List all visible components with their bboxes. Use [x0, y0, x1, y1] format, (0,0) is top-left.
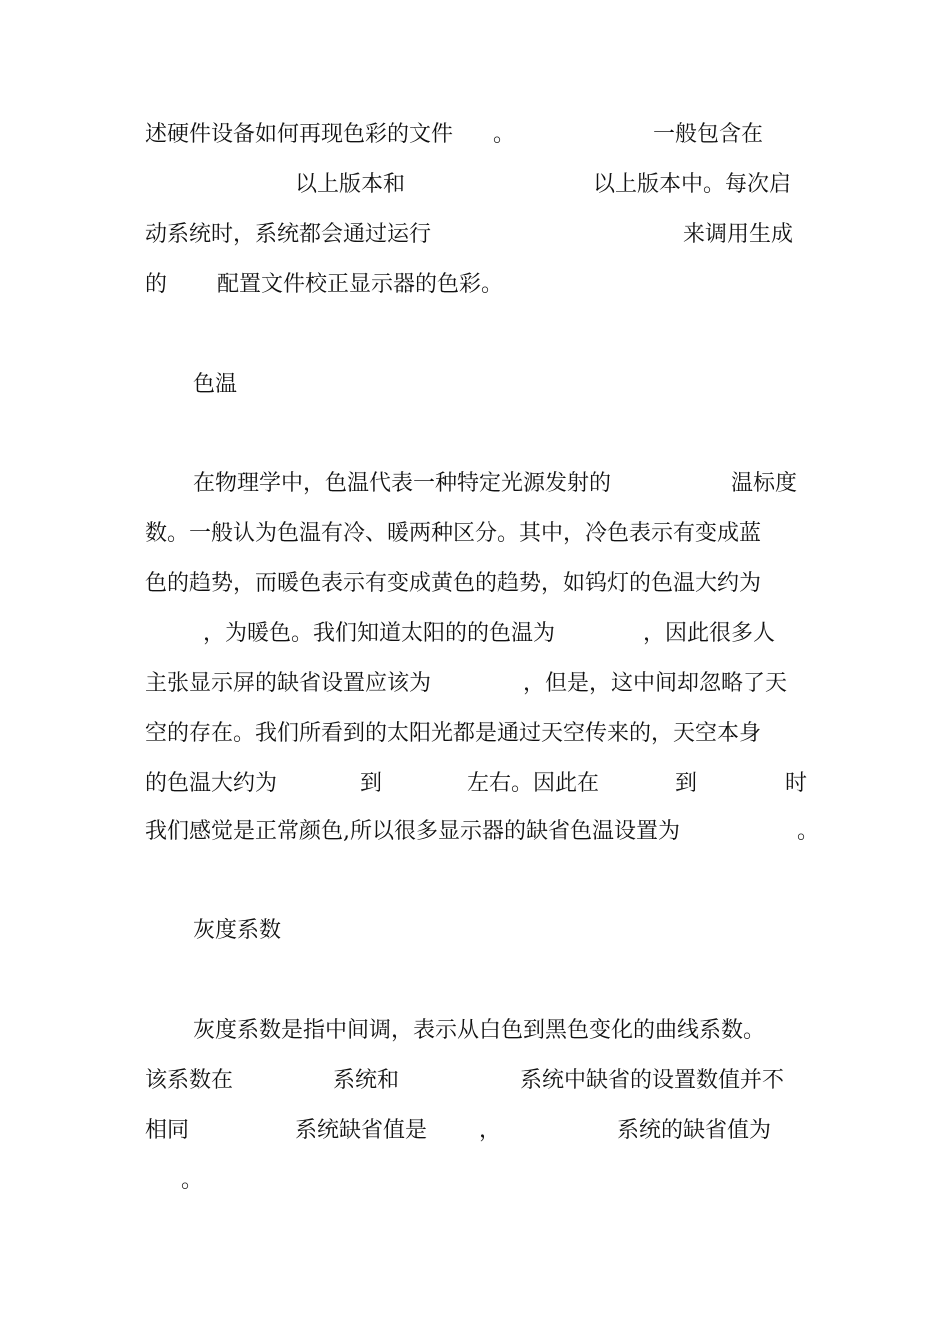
text-segment: 左右。因此在 — [467, 771, 600, 796]
text-segment: 。 — [797, 819, 820, 844]
text-segment: 以上版本中。每次启 — [593, 172, 792, 197]
paragraph-2-line-5 — [145, 667, 805, 701]
text-segment: 系统缺省值是 — [295, 1118, 428, 1143]
text-segment: 系统中缺省的设置数值并不 — [520, 1068, 785, 1093]
text-segment: 该系数在 — [145, 1068, 234, 1093]
text-segment: 色的趋势，而暖色表示有变成黄色的趋势，如钨灯的色温大约为 — [145, 571, 762, 596]
section-heading-color-temperature: 色温 — [193, 372, 238, 397]
text-segment: 来调用生成 — [683, 222, 794, 247]
paragraph-2-line-6 — [145, 717, 805, 751]
text-segment: 以上版本和 — [295, 172, 406, 197]
text-segment: ，为暖色。我们知道太阳的的色温为 — [203, 621, 556, 646]
text-segment: 我们感觉是正常颜色,所以很多显示器的缺省色温设置为 — [145, 819, 680, 844]
text-segment: 系统和 — [333, 1068, 400, 1093]
text-segment: 述硬件设备如何再现色彩的文件 — [145, 122, 454, 147]
text-segment: ，因此很多人 — [643, 621, 776, 646]
paragraph-2-line-1 — [145, 467, 805, 501]
paragraph-3-line-2 — [145, 1064, 805, 1098]
paragraph-1-line-2 — [145, 168, 805, 202]
text-segment: 的色温大约为 — [145, 771, 278, 796]
text-segment: 到 — [360, 771, 383, 796]
text-segment: 配置文件校正显示器的色彩。 — [217, 272, 504, 297]
paragraph-2-line-3 — [145, 567, 805, 601]
paragraph-3-line-3 — [145, 1114, 805, 1148]
text-segment: 。 — [181, 1168, 204, 1193]
text-segment: 在物理学中，色温代表一种特定光源发射的 — [193, 471, 612, 496]
text-segment: 的 — [145, 272, 168, 297]
paragraph-1-line-3 — [145, 218, 805, 252]
paragraph-3-line-4 — [145, 1164, 805, 1198]
text-segment: 温标度 — [731, 471, 798, 496]
paragraph-2-line-2 — [145, 517, 805, 551]
text-segment: 空的存在。我们所看到的太阳光都是通过天空传来的，天空本身 — [145, 721, 762, 746]
paragraph-2-line-7 — [145, 767, 808, 801]
text-segment: 一般包含在 — [653, 122, 764, 147]
text-segment: 相同 — [145, 1118, 190, 1143]
text-segment: ，但是，这中间却忽略了天 — [523, 671, 788, 696]
text-segment: 主张显示屏的缺省设置应该为 — [145, 671, 432, 696]
paragraph-3-line-1 — [145, 1014, 805, 1048]
text-segment: 到 — [675, 771, 698, 796]
paragraph-1-line-4 — [145, 268, 805, 302]
text-segment: 灰度系数是指中间调，表示从白色到黑色变化的曲线系数。 — [193, 1018, 766, 1043]
paragraph-2-line-8 — [145, 815, 820, 849]
paragraph-1-line-1 — [145, 118, 805, 152]
text-segment: 系统的缺省值为 — [617, 1118, 772, 1143]
text-segment: 数。一般认为色温有冷、暖两种区分。其中，冷色表示有变成蓝 — [145, 521, 762, 546]
text-segment: 时 — [785, 771, 808, 796]
paragraph-2-line-4 — [145, 617, 805, 651]
text-segment: 。 — [493, 122, 516, 147]
text-segment: 动系统时，系统都会通过运行 — [145, 222, 432, 247]
text-segment: ， — [479, 1118, 502, 1143]
section-heading-gamma: 灰度系数 — [193, 918, 282, 943]
